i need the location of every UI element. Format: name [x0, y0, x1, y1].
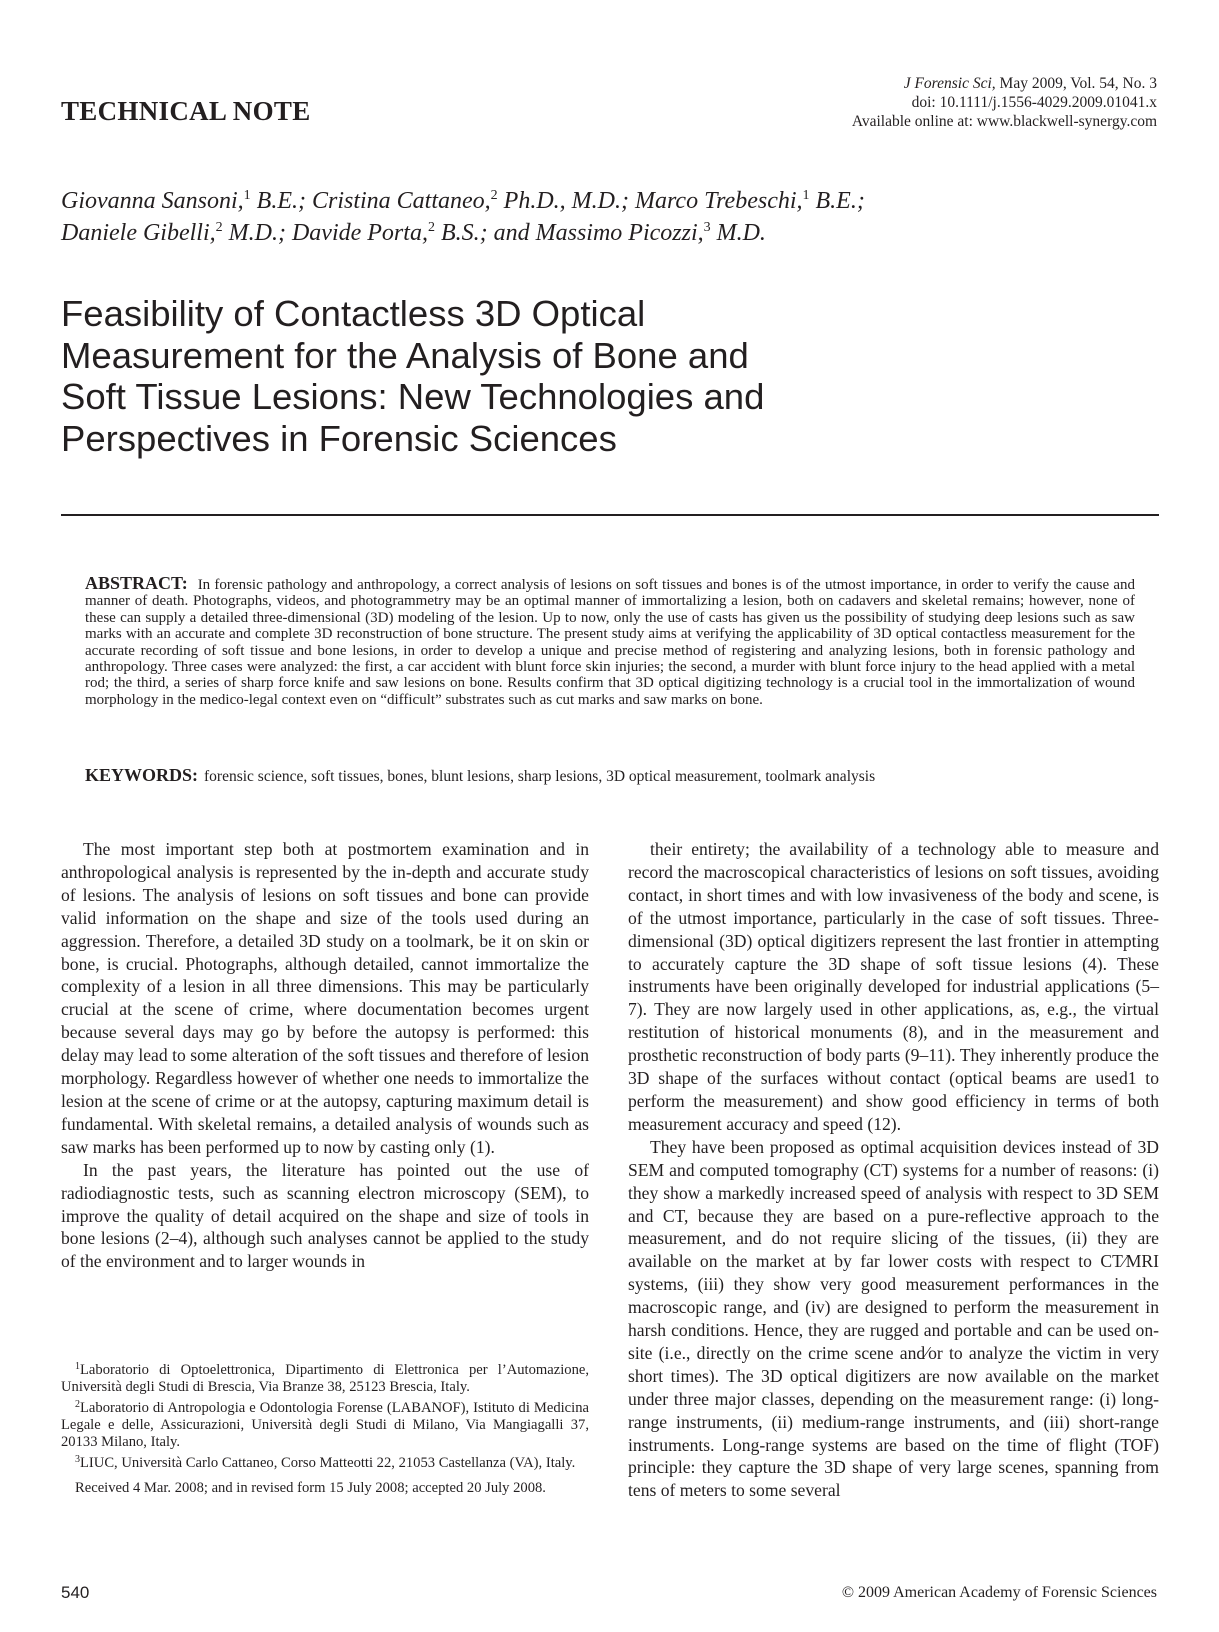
- body-paragraph: They have been proposed as optimal acquisition devices instead of 3D SEM and computed tomography (CT) systems for a number of reasons: (i) they show a markedly increased speed of analysis with respect to 3D SEM and CT, because they are based on a pure-reflective approach to the measurement, and do not require slicing of the tissues, (ii) they are available on the market at by far lower costs with respect to CT⁄MRI systems, (iii) they show very good measurement performances in the macroscopic range, and (iv) are designed to perform the measurement in harsh conditions. Hence, they are rugged and portable and can be used on-site (i.e., directly on the crime scene and⁄or to analyze the victim in very short times). The 3D optical digitizers are now available on the market under three major classes, depending on the measurement range: (i) long-range instruments, (ii) medium-range instruments, and (iii) short-range instruments. Long-range systems are based on the time of flight (TOF) principle: they capture the 3D shape of very large scenes, spanning from tens of meters to some several: [628, 1136, 1159, 1501]
- author: Giovanna Sansoni,$^1$ B.E.;: [61, 188, 306, 214]
- title-line: Feasibility of Contactless 3D Optical: [61, 293, 646, 334]
- author: Cristina Cattaneo,$^2$ Ph.D., M.D.;: [311, 188, 629, 214]
- abstract: [85, 575, 1135, 708]
- journal-info: [852, 74, 1157, 131]
- author: Marco Trebeschi,$^1$ B.E.;: [634, 188, 865, 214]
- affiliation-footnotes: [61, 1362, 589, 1501]
- author-list: [61, 185, 1061, 249]
- body-column-right: [628, 838, 1159, 1502]
- online-availability: Available online at: www.blackwell-synergy.com: [851, 113, 1157, 130]
- footnote: $^3$LIUC, Università Carlo Cattaneo, Corso Matteotti 22, 21053 Castellanza (VA), Italy.: [75, 1454, 576, 1471]
- journal-name: J Forensic Sci,: [903, 75, 996, 92]
- title-line: Measurement for the Analysis of Bone and: [61, 334, 749, 376]
- title-line: Perspectives in Forensic Sciences: [61, 417, 617, 459]
- title-divider: [61, 514, 1159, 516]
- keywords: [85, 765, 1135, 787]
- body-paragraph: In the past years, the literature has pointed out the use of radiodiagnostic tests, such as scanning electron microscopy (SEM), to improve the quality of detail acquired on the shape and size of tools in bone lesions (2–4), although such analyses cannot be applied to the study of the environment and to larger wounds in: [61, 1159, 589, 1272]
- received-dates: Received 4 Mar. 2008; and in revised form 15 July 2008; accepted 20 July 2008.: [75, 1480, 546, 1496]
- journal-citation: [852, 74, 1157, 93]
- abstract-label: ABSTRACT:: [85, 573, 188, 593]
- author: Daniele Gibelli,$^2$ M.D.;: [61, 220, 286, 246]
- body-column-left: [61, 838, 589, 1273]
- keywords-text: forensic science, soft tissues, bones, blunt lesions, sharp lesions, 3D optical measurement, toolmark analysis: [204, 768, 876, 785]
- footnote: $^1$Laboratorio di Optoelettronica, Dipartimento di Elettronica per l’Automazione, Università degli Studi di Brescia, Via Branze 38, 25123 Brescia, Italy.: [61, 1361, 589, 1395]
- body-paragraph: their entirety; the availability of a technology able to measure and record the macroscopical characteristics of lesions on soft tissues, avoiding contact, in short times and with low invasiveness of the body and scene, is of the utmost importance, particularly in the case of soft tissues. Three-dimensional (3D) optical digitizers represent the last frontier in attempting to accurately capture the 3D shape of soft tissue lesions (4). These instruments have been originally developed for industrial applications (5–7). They are now largely used in other applications, as, e.g., the virtual restitution of historical monuments (8), and in the measurement and prosthetic reconstruction of body parts (9–11). They inherently produce the 3D shape of the surfaces without contact (optical beams are used1 to perform the measurement) and show good efficiency in terms of both measurement accuracy and speed (12).: [628, 839, 1159, 1134]
- journal-issue: May 2009, Vol. 54, No. 3: [999, 75, 1157, 92]
- copyright-notice: © 2009 American Academy of Forensic Sciences: [841, 1584, 1157, 1601]
- title-line: Soft Tissue Lesions: New Technologies and: [61, 376, 765, 417]
- article-title: [61, 293, 861, 459]
- author: and Massimo Picozzi,$^3$ M.D.: [493, 220, 766, 246]
- footnote: $^2$Laboratorio di Antropologia e Odontologia Forense (LABANOF), Istituto di Medicina Legale e delle, Assicurazioni, Università degli Studi di Milano, Via Mangiagalli 37, 20133 Milano, Italy.: [61, 1399, 589, 1450]
- abstract-text: In forensic pathology and anthropology, a correct analysis of lesions on soft tissues and bones is of the utmost importance, in order to verify the cause and manner of death. Photographs, videos, and photogrammetry may be an optimal manner of immortalizing a lesion, both on cadavers and skeletal remains; however, none of these can supply a detailed three-dimensional (3D) modeling of the lesion. Up to now, only the use of casts has given us the possibility of studying deep lesions such as saw marks with an accurate and complete 3D reconstruction of bone structure. The present study aims at verifying the applicability of 3D optical contactless measurement for the accurate recording of soft tissue and bone lesions, in order to develop a unique and precise method of registering and analyzing lesions, both in forensic pathology and anthropology. Three cases were analyzed: the first, a car accident with blunt force skin injuries; the second, a murder with blunt force injury to the head applied with a metal rod; the third, a series of sharp force knife and saw lesions on bone. Results confirm that 3D optical digitizing technology is a crucial tool in the immortalization of wound morphology in the medico-legal context even on “difficult” substrates such as cut marks and saw marks on bone.: [85, 577, 1135, 708]
- doi: doi: 10.1111/j.1556-4029.2009.01041.x: [911, 94, 1157, 111]
- body-paragraph: The most important step both at postmortem examination and in anthropological analysis is represented by the in-depth and accurate study of lesions. The analysis of lesions on soft tissues and bone can provide valid information on the shape and size of the tools used during an aggression. Therefore, a detailed 3D study on a toolmark, be it on skin or bone, is crucial. Photographs, although detailed, cannot immortalize the complexity of a lesion in all three dimensions. This may be particularly crucial at the scene of crime, where documentation becomes urgent because several days may go by before the autopsy is performed: this delay may lead to some alteration of the soft tissues and therefore of lesion morphology. Regardless however of whether one needs to immortalize the lesion at the scene of crime or at the autopsy, capturing maximum detail is fundamental. With skeletal remains, a detailed analysis of wounds such as saw marks has been performed up to now by casting only (1).: [61, 839, 589, 1157]
- author: Davide Porta,$^2$ B.S.;: [291, 220, 488, 246]
- keywords-label: KEYWORDS:: [85, 765, 199, 785]
- page-number: 540: [61, 1583, 90, 1602]
- section-label: TECHNICAL NOTE: [61, 96, 311, 126]
